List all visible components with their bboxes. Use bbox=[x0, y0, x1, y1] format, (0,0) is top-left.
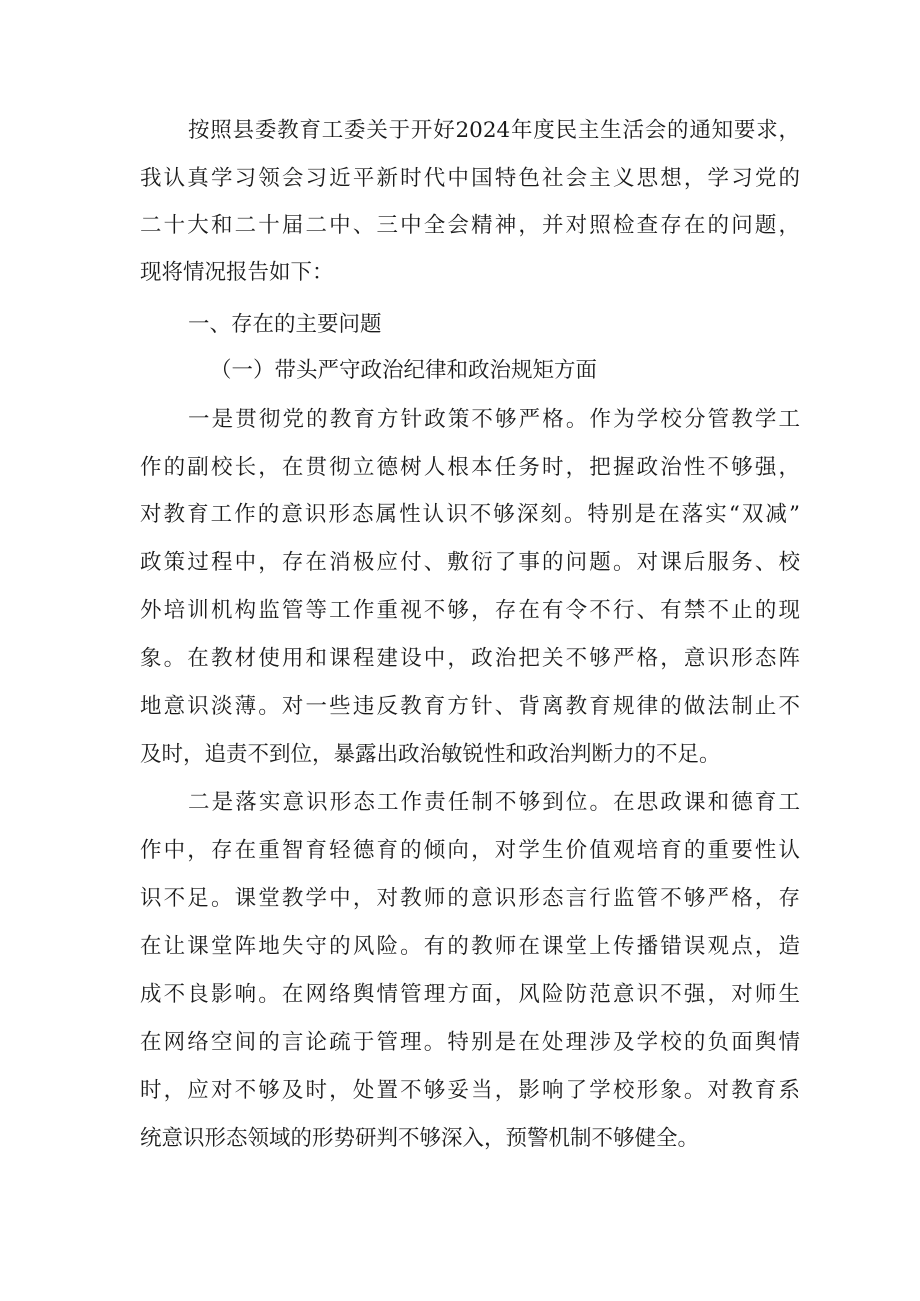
paragraph2-line-7: 时，应对不够及时，处置不够妥当，影响了学校形象。对教育系 bbox=[140, 1078, 800, 1103]
paragraph2-line-5: 成不良影响。在网络舆情管理方面，风险防范意识不强，对师生 bbox=[140, 982, 800, 1007]
paragraph1-line-6: 象。在教材使用和课程建设中，政治把关不够严格，意识形态阵 bbox=[140, 646, 800, 671]
paragraph1-line-4: 政策过程中，存在消极应付、敷衍了事的问题。对课后服务、校 bbox=[140, 550, 800, 575]
intro-line-2: 我认真学习领会习近平新时代中国特色社会主义思想，学习党的 bbox=[140, 166, 800, 191]
paragraph1-line-7: 地意识淡薄。对一些违反教育方针、背离教育规律的做法制止不 bbox=[140, 694, 800, 719]
intro-line-4: 现将情况报告如下： bbox=[140, 260, 334, 285]
intro-line-1: 按照县委教育工委关于开好2024年度民主生活会的通知要求， bbox=[188, 118, 800, 143]
section-heading: 一、存在的主要问题 bbox=[188, 312, 382, 337]
paragraph2-line-3: 识不足。课堂教学中，对教师的意识形态言行监管不够严格，存 bbox=[140, 886, 800, 911]
paragraph2-line-8: 统意识形态领域的形势研判不够深入，预警机制不够健全。 bbox=[140, 1126, 700, 1151]
paragraph1-line-2: 作的副校长，在贯彻立德树人根本任务时，把握政治性不够强， bbox=[140, 455, 800, 480]
paragraph1-line-1: 一是贯彻党的教育方针政策不够严格。作为学校分管教学工 bbox=[188, 407, 800, 432]
paragraph2-line-6: 在网络空间的言论疏于管理。特别是在处理涉及学校的负面舆情 bbox=[140, 1030, 800, 1055]
subsection-heading: （一）带头严守政治纪律和政治规矩方面 bbox=[210, 358, 598, 383]
paragraph1-line-5: 外培训机构监管等工作重视不够，存在有令不行、有禁不止的现 bbox=[140, 598, 800, 623]
paragraph2-line-2: 作中，存在重智育轻德育的倾向，对学生价值观培育的重要性认 bbox=[140, 838, 800, 863]
paragraph1-line-8: 及时，追责不到位，暴露出政治敏锐性和政治判断力的不足。 bbox=[140, 742, 721, 767]
paragraph1-line-3: 对教育工作的意识形态属性认识不够深刻。特别是在落实“双减” bbox=[140, 502, 800, 527]
paragraph2-line-1: 二是落实意识形态工作责任制不够到位。在思政课和德育工 bbox=[188, 790, 800, 815]
paragraph2-line-4: 在让课堂阵地失守的风险。有的教师在课堂上传播错误观点，造 bbox=[140, 934, 800, 959]
intro-line-3: 二十大和二十届二中、三中全会精神，并对照检查存在的问题， bbox=[140, 213, 800, 238]
